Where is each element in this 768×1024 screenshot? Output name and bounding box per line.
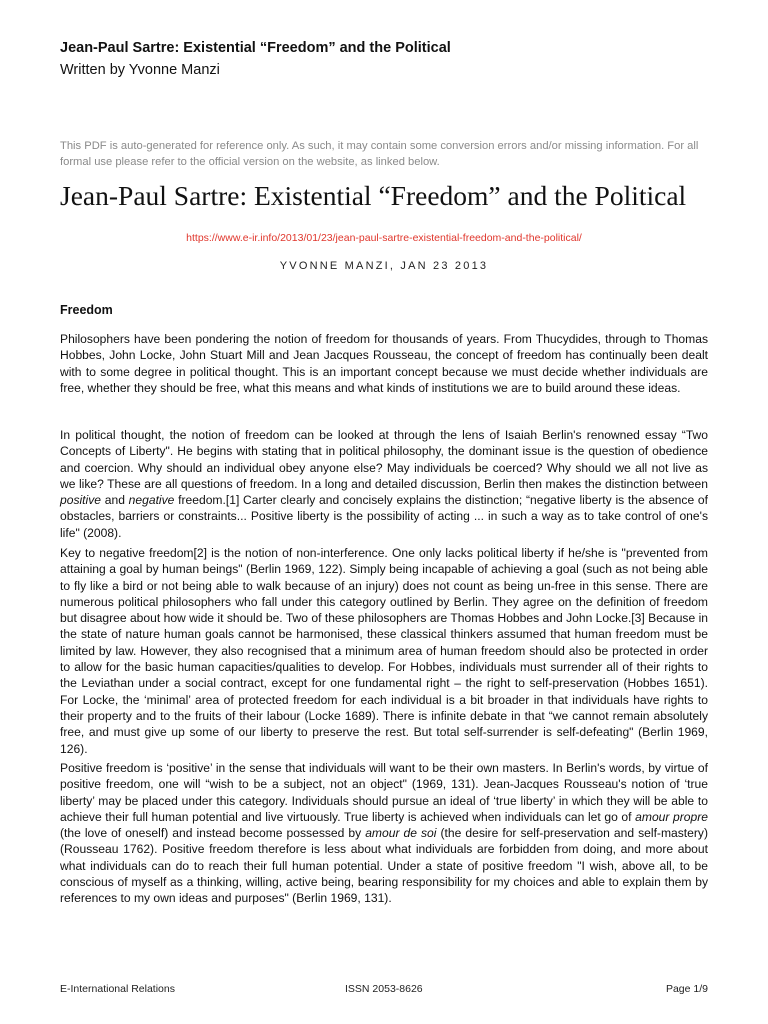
paragraph-4	[60, 760, 708, 907]
paragraph-4-text-c: (the desire for self-preservation and self-mastery) (Rousseau 1762). Positive freedom therefore is less about what individuals are forbidden from doing, and more about what individuals can do to reach their full human potential. Under a state of positive freedom "I wish, above all, to be conscious of myself as a thinking, willing, active being, bearing responsibility for my choices and able to explain them by references to my own ideas and purposes" (Berlin 1969, 131).	[60, 826, 708, 906]
paragraph-4-text-b: (the love of oneself) and instead become possessed by	[60, 826, 366, 841]
paragraph-2-text-c: freedom.[1] Carter clearly and concisely explains the distinction; “negative liberty is the absence of obstacles, barriers or constraints... Positive liberty is the possibility of acting ... in such a way as to take control of one's life" (2008).	[60, 493, 708, 540]
article-title: Jean-Paul Sartre: Existential “Freedom” and the Political	[60, 180, 687, 211]
section-heading: Freedom	[60, 303, 113, 317]
paragraph-4-text-a: Positive freedom is ‘positive’ in the sense that individuals will want to be their own masters. In Berlin's words, by virtue of positive freedom, one will “wish to be a subject, not an object" (1969, 131). Jean-Jacques Rousseau's notion of ‘true liberty’ may be placed under this category. Individuals should pursue an ideal of ‘true liberty’ in which they will be able to achieve their full human potential and live virtuously. True liberty is achieved when individuals can let go of	[60, 761, 708, 824]
footer-issn: ISSN 2053-8626	[345, 983, 423, 995]
emphasis-amour-propre: amour propre	[635, 809, 708, 824]
emphasis-amour-de-soi: amour de soi	[365, 826, 437, 841]
pdf-notice: This PDF is auto-generated for reference only. As such, it may contain some conversion errors and/or missing information. For all formal use please refer to the official version on the website, as linked below.	[60, 140, 699, 168]
footer-publisher: E-International Relations	[60, 983, 175, 995]
article-url-link[interactable]: https://www.e-ir.info/2013/01/23/jean-paul-sartre-existential-freedom-and-the-political/	[186, 232, 582, 244]
paragraph-1: Philosophers have been pondering the notion of freedom for thousands of years. From Thucydides, through to Thomas Hobbes, John Locke, John Stuart Mill and Jean Jacques Rousseau, the concept of freedom has continually been dealt with to some degree in political thought. This is an important concept because we must decide whether individuals are free, whether they should be free, what this means and what kinds of institutions we are to build around these ideas.	[60, 332, 708, 395]
paragraph-3: Key to negative freedom[2] is the notion of non-interference. One only lacks political liberty if he/she is "prevented from attaining a goal by human beings" (Berlin 1969, 122). Simply being incapable of achieving a goal (such as not being able to fly like a bird or not being able to walk because of an injury) does not count as being un-free in this sense. There are numerous political philosophers who fall under this category outlined by Berlin. They agree on the definition of freedom but disagree about how wide it should be. Two of these philosophers are Thomas Hobbes and John Locke.[3] Because in the state of nature human goals cannot be harmonised, these classical thinkers assumed that human freedom must be limited by law. However, they also recognised that a minimum area of human freedom should also be protected in order to allow for the basic human capacities/qualities to develop. For Hobbes, individuals must surrender all of their rights to the Leviathan under a social contract, except for one fundamental right – the right to self-preservation (Hobbes 1651). For Locke, the ‘minimal’ area of protected freedom for each individual is a bit broader in that individuals have rights to their property and to the fruits of their labour (Locke 1689). There is infinite debate in that “we cannot remain absolutely free, and must give up some of our liberty to preserve the rest. But total self-surrender is self-defeating" (Berlin 1969, 126).	[60, 546, 708, 756]
emphasis-negative: negative	[128, 493, 175, 508]
paragraph-2	[60, 427, 708, 541]
footer-page-number: Page 1/9	[665, 983, 708, 995]
paragraph-2-text-b: and	[101, 493, 129, 508]
emphasis-positive: positive	[60, 493, 102, 508]
header-title: Jean-Paul Sartre: Existential “Freedom” and the Political	[60, 40, 451, 56]
paragraph-2-text-a: In political thought, the notion of freedom can be looked at through the lens of Isaiah Berlin's renowned essay “Two Concepts of Liberty". He begins with stating that in political philosophy, the dominant issue is the question of obedience and coercion. Why should an individual obey anyone else? May individuals be coerced? Why should we all not live as we like? These are all questions of freedom. In a long and detailed discussion, Berlin then makes the distinction between	[60, 428, 708, 491]
article-byline: YVONNE MANZI, JAN 23 2013	[279, 260, 489, 272]
header-author: Written by Yvonne Manzi	[60, 62, 220, 78]
